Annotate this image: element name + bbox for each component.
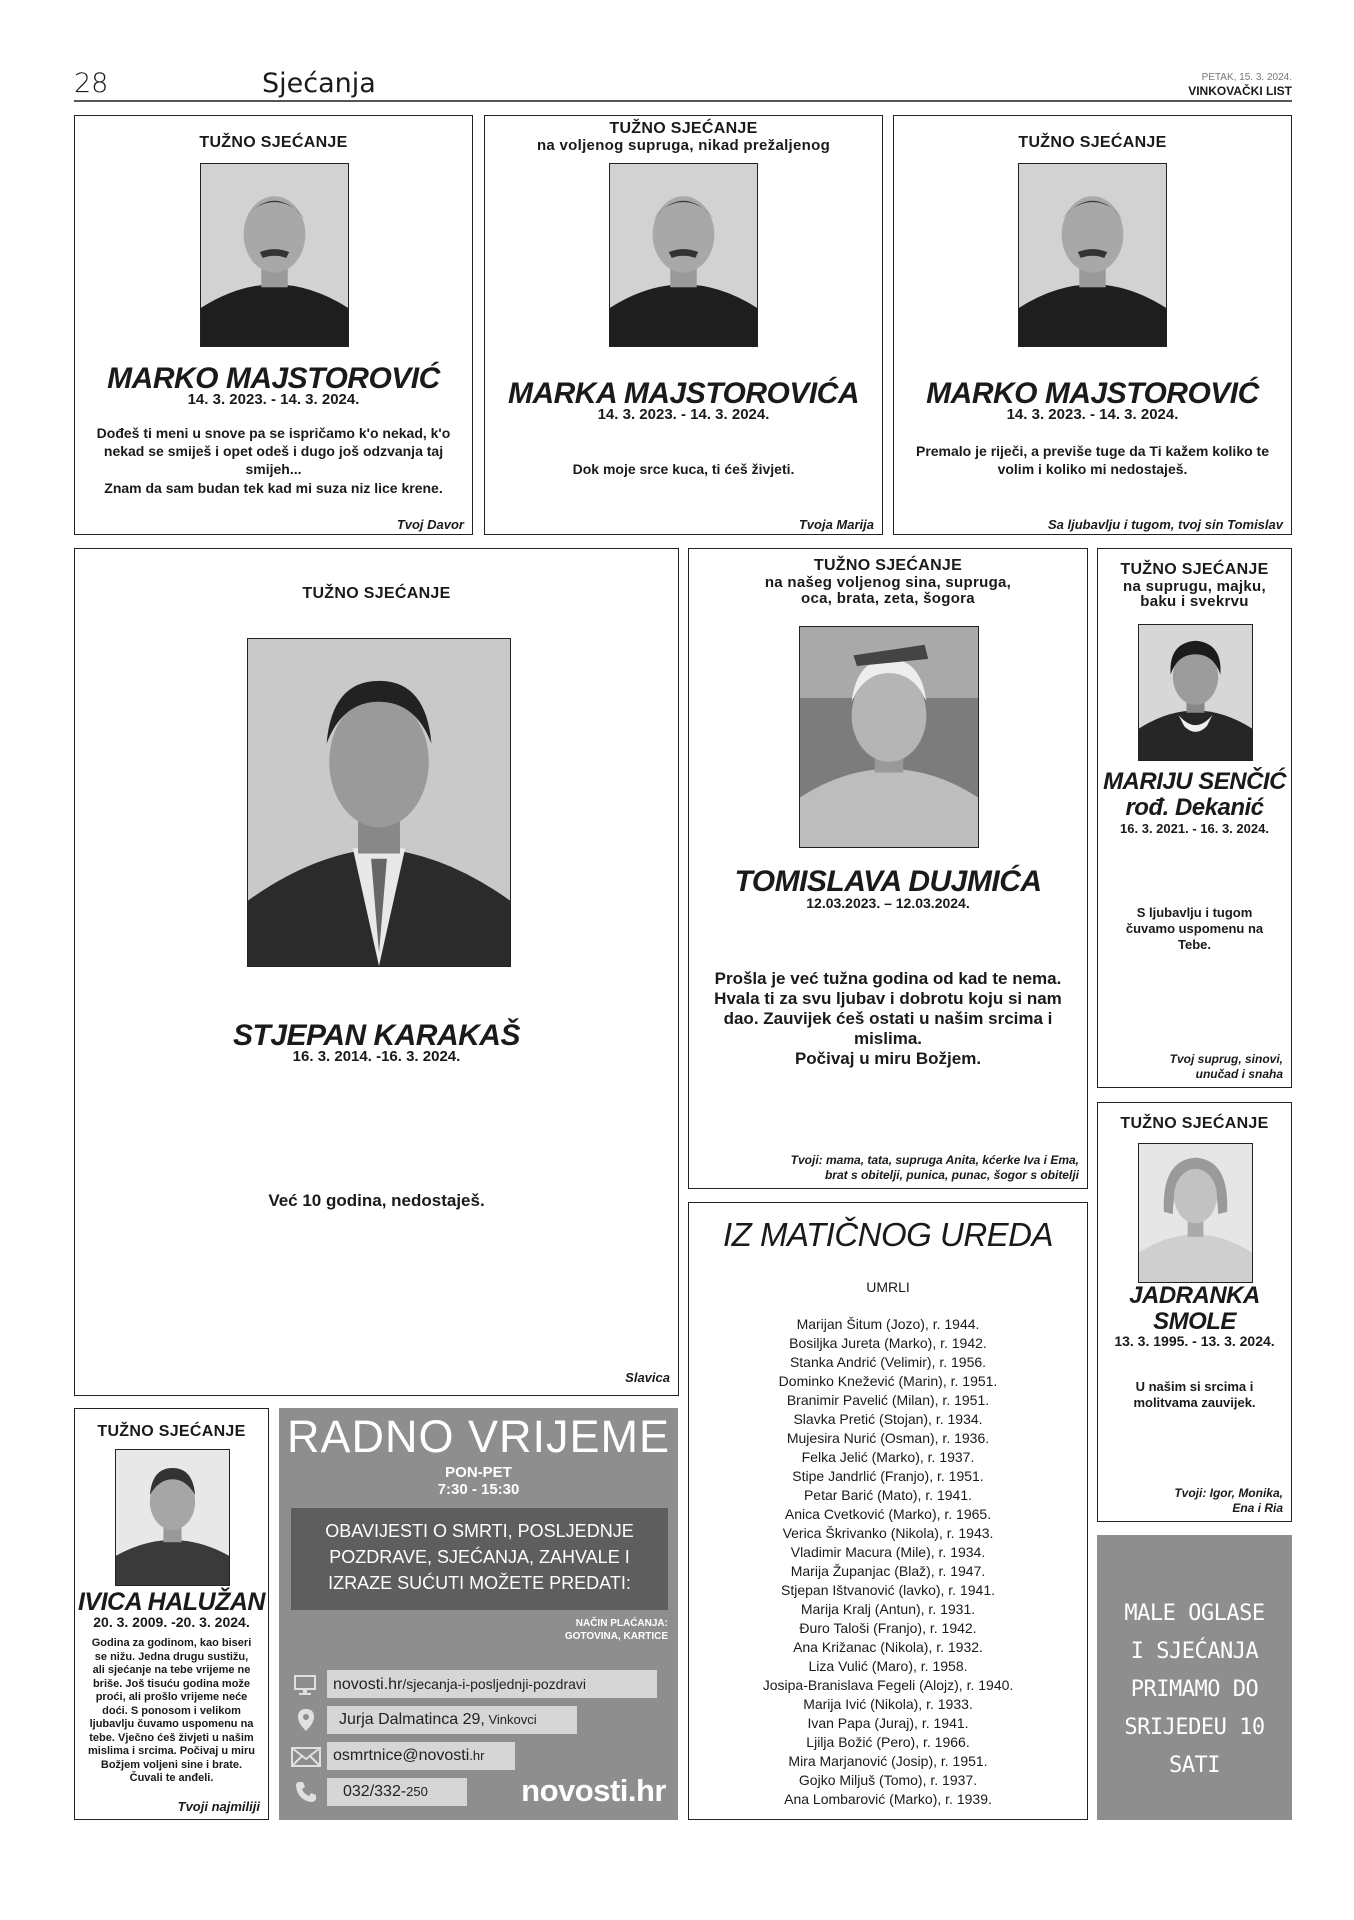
deceased-name: JADRANKA xyxy=(1129,1282,1260,1309)
portrait-photo xyxy=(115,1449,230,1586)
classifieds-line: PRIMAMO DO xyxy=(1130,1677,1259,1702)
memorial-dates: 14. 3. 2023. - 14. 3. 2024. xyxy=(597,406,770,423)
novosti-logo: novosti.hr xyxy=(521,1773,666,1808)
address-street: Jurja Dalmatinca 29, xyxy=(339,1711,485,1728)
registry-entry: Ana Križanac (Nikola), r. 1932. xyxy=(793,1639,983,1655)
ad-heading: TUŽNO SJEĆANJE xyxy=(1120,561,1269,578)
signature: Tvoj Davor xyxy=(396,517,464,532)
registry-title: IZ MATIČNOG UREDA xyxy=(722,1216,1054,1253)
classifieds-line: SATI xyxy=(1169,1753,1220,1778)
address-city: Vinkovci xyxy=(484,1712,537,1727)
monitor-icon xyxy=(293,1674,317,1696)
registry-entry: Liza Vulić (Maro), r. 1958. xyxy=(808,1658,968,1674)
registry-entry: Marija Županjac (Blaž), r. 1947. xyxy=(790,1563,986,1579)
memorial-ad-dujmic xyxy=(688,548,1088,1189)
memorial-text-line: tebe. Vječno ćeš živjeti u našim xyxy=(89,1731,254,1744)
location-pin-icon xyxy=(297,1708,315,1732)
ad-subheading-line-2: baku i svekrvu xyxy=(1140,593,1249,610)
registry-entry: Ivan Papa (Juraj), r. 1941. xyxy=(807,1715,969,1731)
registry-entry: Felka Jelić (Marko), r. 1937. xyxy=(801,1449,975,1465)
memorial-dates: 20. 3. 2009. -20. 3. 2024. xyxy=(93,1614,250,1630)
memorial-ad-majstorovic-davor xyxy=(74,115,473,535)
website-domain: novosti.hr xyxy=(333,1676,403,1693)
signature-line-1: Tvoji: Igor, Monika, xyxy=(1174,1486,1283,1500)
signature: Tvoja Marija xyxy=(798,517,874,532)
ad-heading: TUŽNO SJEĆANJE xyxy=(1018,134,1167,151)
office-hours-days: PON-PET xyxy=(445,1464,512,1481)
ad-heading: TUŽNO SJEĆANJE xyxy=(97,1423,246,1440)
signature-line-1: Tvoj suprug, sinovi, xyxy=(1169,1052,1283,1066)
memorial-text-line: doći. S ponosom i velikom xyxy=(102,1704,241,1717)
section-title: Sjećanja xyxy=(262,68,376,99)
office-hours-title: RADNO VRIJEME xyxy=(286,1411,671,1462)
memorial-text: Premalo je riječi, a previše tuge da Ti kažem koliko te volim i koliko mi nedostaješ. xyxy=(915,443,1269,477)
registry-entry: Stjepan Ištvanović (lavko), r. 1941. xyxy=(781,1582,995,1598)
deceased-name: IVICA HALUŽAN xyxy=(77,1588,265,1616)
registry-entry: Verica Škrivanko (Nikola), r. 1943. xyxy=(782,1525,994,1541)
memorial-text-line: ljubavlju čuvamo uspomenu na xyxy=(89,1718,254,1730)
signature: Tvoji najmiliji xyxy=(177,1799,260,1814)
registry-entry: Dominko Knežević (Marin), r. 1951. xyxy=(778,1373,998,1389)
registry-entry: Đuro Taloši (Franjo), r. 1942. xyxy=(799,1620,977,1636)
classifieds-line: SRIJEDEU 10 xyxy=(1124,1715,1265,1740)
email-tld: .hr xyxy=(469,1748,485,1763)
deceased-surname: SMOLE xyxy=(1153,1308,1236,1335)
memorial-text: Prošla je već tužna godina od kad te nema. Hvala ti za svu ljubav i dobrotu koju si nam dao. Zauvijek ćeš ostati u našim srcima i mislima. xyxy=(714,969,1062,1048)
portrait-photo xyxy=(200,163,349,347)
signature-line-2: Ena i Ria xyxy=(1232,1501,1283,1515)
phone-icon xyxy=(295,1781,317,1803)
memorial-text-line-2: molitvama zauvijek. xyxy=(1133,1395,1256,1410)
ad-subheading-line-2: oca, brata, zeta, šogora xyxy=(801,590,975,607)
memorial-dates: 12.03.2023. – 12.03.2024. xyxy=(806,895,970,911)
submission-notice xyxy=(291,1508,668,1610)
registry-entry: Vladimir Macura (Mile), r. 1934. xyxy=(790,1544,986,1560)
submission-notice-line-3: IZRAZE SUĆUTI MOŽETE PREDATI: xyxy=(328,1573,631,1593)
memorial-text xyxy=(79,1637,264,1786)
memorial-text: Već 10 godina, nedostaješ. xyxy=(268,1191,485,1210)
registry-box xyxy=(688,1202,1088,1820)
publication-name: VINKOVAČKI LIST xyxy=(1188,84,1292,98)
registry-entry: Anica Cvetković (Marko), r. 1965. xyxy=(784,1506,992,1522)
memorial-text-line: Božjem voljeni sine i brate. xyxy=(100,1758,243,1771)
memorial-dates: 14. 3. 2023. - 14. 3. 2024. xyxy=(187,391,360,408)
portrait-photo xyxy=(247,638,511,967)
memorial-text-2: Znam da sam budan tek kad mi suza niz lice krene. xyxy=(104,480,443,496)
portrait-photo xyxy=(1138,624,1253,761)
classifieds-text xyxy=(1097,1595,1292,1785)
office-hours-box xyxy=(279,1408,678,1820)
portrait-photo xyxy=(799,626,979,848)
website-path: /sjecanja-i-posljednji-pozdravi xyxy=(402,1676,587,1692)
registry-entry: Branimir Pavelić (Milan), r. 1951. xyxy=(786,1392,990,1408)
memorial-text-line-1: U našim si srcima i xyxy=(1135,1379,1254,1394)
deceased-name: MARKO MAJSTOROVIĆ xyxy=(926,377,1259,410)
phone-suffix: 250 xyxy=(406,1784,428,1799)
registry-entry: Petar Barić (Mato), r. 1941. xyxy=(803,1487,973,1503)
registry-entry: Bosiljka Jureta (Marko), r. 1942. xyxy=(789,1335,987,1351)
submission-notice-line-2: POZDRAVE, SJEĆANJA, ZAHVALE I xyxy=(329,1547,630,1567)
deceased-name: MARKA MAJSTOROVIĆA xyxy=(507,377,859,410)
memorial-ad-sencic xyxy=(1097,548,1292,1088)
email-user: osmrtnice@novosti xyxy=(333,1747,470,1764)
ad-heading: TUŽNO SJEĆANJE xyxy=(199,134,348,151)
signature-line-2: brat s obitelji, punica, punac, šogor s obitelji xyxy=(824,1168,1079,1182)
issue-date: PETAK, 15. 3. 2024. xyxy=(1201,72,1292,83)
contact-address xyxy=(289,1706,667,1734)
submission-notice-line-1: OBAVIJESTI O SMRTI, POSLJEDNJE xyxy=(325,1521,634,1541)
deceased-name: MARIJU SENČIĆ xyxy=(1103,768,1286,795)
memorial-dates: 16. 3. 2014. -16. 3. 2024. xyxy=(292,1048,461,1065)
signature: Slavica xyxy=(625,1370,670,1385)
ad-subheading-line-1: na našeg voljenog sina, supruga, xyxy=(764,574,1012,591)
memorial-text-line-1: S ljubavlju i tugom xyxy=(1136,905,1253,920)
memorial-text-line: Čuvali te anđeli. xyxy=(129,1772,214,1784)
registry-subtitle: UMRLI xyxy=(866,1279,910,1295)
payment-methods-line-2: GOTOVINA, KARTICE xyxy=(564,1631,668,1642)
contact-website[interactable] xyxy=(289,1670,667,1698)
registry-entry: Ana Lombarović (Marko), r. 1939. xyxy=(784,1791,992,1807)
memorial-text-line: ali sjećanje na tebe vrijeme ne xyxy=(92,1664,251,1676)
memorial-text-line: se nižu. Jedna drugu sustižu, xyxy=(94,1650,249,1663)
registry-entry: Stanka Andrić (Velimir), r. 1956. xyxy=(789,1354,987,1370)
ad-heading: TUŽNO SJEĆANJE xyxy=(813,557,963,574)
portrait-photo xyxy=(609,163,758,347)
memorial-ad-haluzan xyxy=(74,1408,269,1820)
registry-entry: Mira Marjanović (Josip), r. 1951. xyxy=(788,1753,988,1769)
ad-subheading-line-1: na suprugu, majku, xyxy=(1123,578,1266,595)
maiden-name: rođ. Dekanić xyxy=(1125,794,1264,821)
registry-entry: Marija Ivić (Nikola), r. 1933. xyxy=(803,1696,973,1712)
classifieds-box xyxy=(1097,1535,1292,1820)
portrait-photo xyxy=(1138,1143,1253,1283)
ad-subheading: na voljenog supruga, nikad prežaljenog xyxy=(536,137,831,154)
registry-entry: Stipe Jandrlić (Franjo), r. 1951. xyxy=(792,1468,984,1484)
registry-entry: Marijan Šitum (Jozo), r. 1944. xyxy=(796,1316,980,1332)
contact-email[interactable] xyxy=(289,1742,667,1770)
header-rule xyxy=(74,100,1292,102)
memorial-text-2: Počivaj u miru Božjem. xyxy=(794,1049,982,1068)
registry-entry: Ljilja Božić (Pero), r. 1966. xyxy=(806,1734,970,1750)
memorial-ad-majstorovic-marija xyxy=(484,115,883,535)
payment-methods-line-1: NAČIN PLAĆANJA: xyxy=(575,1618,668,1629)
envelope-icon xyxy=(291,1747,321,1767)
signature: Sa ljubavlju i tugom, tvoj sin Tomislav xyxy=(1047,517,1283,532)
signature-line-1: Tvoji: mama, tata, supruga Anita, kćerke Iva i Ema, xyxy=(790,1153,1079,1167)
memorial-dates: 13. 3. 1995. - 13. 3. 2024. xyxy=(1114,1333,1275,1349)
memorial-dates: 16. 3. 2021. - 16. 3. 2024. xyxy=(1120,821,1269,836)
phone-prefix: 032/332- xyxy=(343,1783,407,1800)
memorial-text-line: briše. Još tisuću godina može xyxy=(92,1677,251,1690)
memorial-text-line: Godina za godinom, kao biseri xyxy=(91,1637,252,1649)
office-hours-time: 7:30 - 15:30 xyxy=(437,1481,520,1498)
memorial-dates: 14. 3. 2023. - 14. 3. 2024. xyxy=(1006,406,1179,423)
registry-entry: Marija Kralj (Antun), r. 1931. xyxy=(800,1601,976,1617)
ad-heading: TUŽNO SJEĆANJE xyxy=(302,585,451,602)
registry-list xyxy=(689,1315,1087,1809)
memorial-text: Dok moje srce kuca, ti ćeš živjeti. xyxy=(572,461,795,477)
ad-heading: TUŽNO SJEĆANJE xyxy=(609,120,758,137)
memorial-text-line: proći, ali prošlo vrijeme neće xyxy=(95,1691,248,1703)
registry-entry: Josipa-Branislava Fegeli (Alojz), r. 1940. xyxy=(762,1677,1014,1693)
memorial-text: Dođeš ti meni u snove pa se ispričamo k'o nekad, k'o nekad se smiješ i opet odeš i dugo još odzvanja taj smijeh... xyxy=(96,425,451,477)
classifieds-line: I SJEĆANJA xyxy=(1130,1639,1259,1664)
registry-entry: Mujesira Nurić (Osman), r. 1936. xyxy=(786,1430,990,1446)
memorial-ad-smole xyxy=(1097,1102,1292,1522)
classifieds-line: MALE OGLASE xyxy=(1124,1601,1265,1626)
memorial-text-line-3: Tebe. xyxy=(1178,937,1211,952)
deceased-name: TOMISLAVA DUJMIĆA xyxy=(734,865,1042,898)
deceased-name: STJEPAN KARAKAŠ xyxy=(233,1019,520,1052)
registry-entry: Slavka Pretić (Stojan), r. 1934. xyxy=(793,1411,983,1427)
ad-heading: TUŽNO SJEĆANJE xyxy=(1120,1115,1269,1132)
registry-entry: Gojko Miljuš (Tomo), r. 1937. xyxy=(798,1772,978,1788)
deceased-name: MARKO MAJSTOROVIĆ xyxy=(107,362,440,395)
page-number: 28 xyxy=(74,68,109,99)
memorial-ad-karakas xyxy=(74,548,679,1396)
memorial-ad-majstorovic-tomislav xyxy=(893,115,1292,535)
portrait-photo xyxy=(1018,163,1167,347)
memorial-text-line: mislima i srcima. Počivaj u miru xyxy=(88,1745,255,1757)
signature-line-2: unučad i snaha xyxy=(1195,1067,1283,1081)
memorial-text-line-2: čuvamo uspomenu na xyxy=(1125,921,1264,936)
